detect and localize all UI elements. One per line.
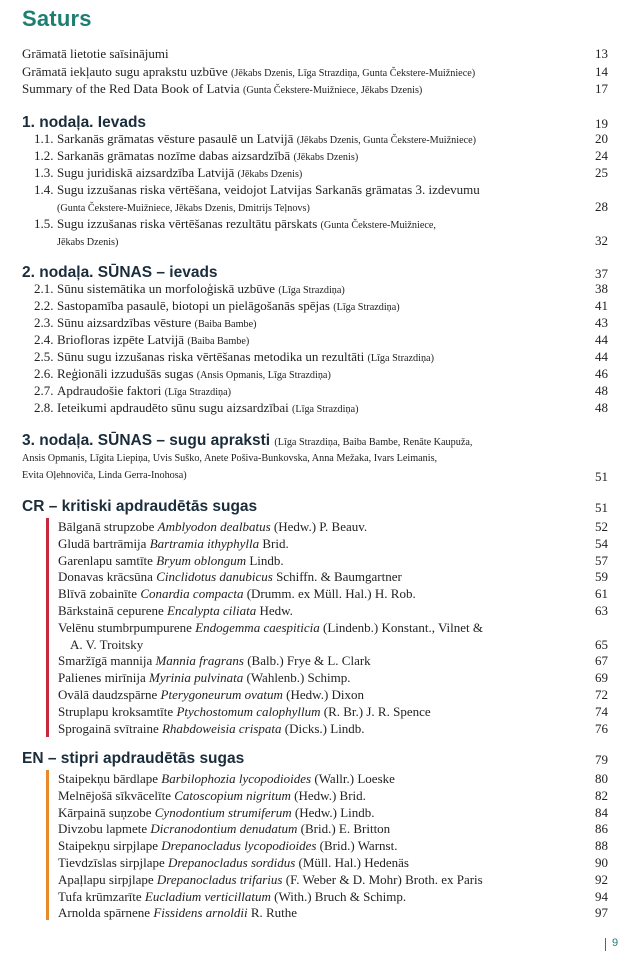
species-authority: (Hedw.) P. Beauv.: [273, 519, 368, 534]
species-entry-text: [58, 653, 371, 669]
chapter-3-page-row: [0, 469, 644, 485]
toc-entry-authors: (Jēkabs Dzenis, Līga Strazdiņa, Gunta Čekstere-Muižniece): [231, 68, 476, 79]
en-title: EN – stipri apdraudētās sugas: [22, 750, 245, 767]
toc-subentry-number: 1.2.: [34, 148, 54, 163]
toc-subentry-number: 2.5.: [34, 349, 54, 364]
species-entry-text: [58, 536, 289, 552]
species-entry-text: [58, 721, 365, 737]
species-page: 57: [595, 552, 608, 568]
species-entry-text: [70, 637, 143, 653]
species-common-name: Bālganā strupzobe: [58, 519, 155, 534]
species-common-name: A. V. Troitsky: [70, 636, 144, 652]
species-page: 86: [595, 821, 608, 837]
species-latin-name: Fissidens arnoldii: [153, 905, 248, 921]
species-latin-name: Bryum oblongum: [156, 552, 247, 568]
toc-subentry-title: Reģionāli izzudušās sugas: [57, 366, 194, 381]
species-page: 74: [595, 703, 608, 719]
species-entry[interactable]: [0, 821, 644, 837]
toc-subentry[interactable]: [0, 332, 644, 348]
species-entry[interactable]: [0, 838, 644, 854]
species-latin-name: Drepanocladus trifarius: [156, 871, 283, 887]
toc-subentry-page: 43: [595, 315, 608, 330]
toc-subentry-text: [57, 366, 331, 384]
toc-subentry-authors: (Līga Strazdiņa): [278, 285, 345, 296]
toc-subentry-page: 24: [595, 148, 608, 163]
species-entry[interactable]: [0, 519, 644, 535]
toc-subentry-number: 2.3.: [34, 315, 54, 330]
species-common-name: Velēnu stumbrpumpurene: [58, 619, 192, 635]
species-entry[interactable]: [0, 620, 644, 636]
toc-entry-page: 14: [595, 64, 608, 79]
toc-subentry-authors: (Baiba Bambe): [194, 319, 257, 330]
species-entry-text: [58, 603, 293, 619]
toc-subentry-authors: (Līga Strazdiņa): [292, 404, 359, 415]
species-authority: (Dicks.) Lindb.: [284, 720, 365, 736]
species-authority: Lindb.: [249, 552, 284, 568]
chapter-3-heading[interactable]: [0, 431, 644, 451]
species-entry-text: [58, 838, 397, 854]
toc-entry-title: Summary of the Red Data Book of Latvia: [22, 81, 240, 96]
species-entry-text: [58, 872, 483, 888]
toc-subentry-text: [57, 131, 476, 149]
toc-subentry-page: 38: [595, 281, 608, 296]
species-common-name: Staipekņu sirpjlape: [58, 838, 159, 854]
species-page: 59: [595, 569, 608, 585]
species-latin-name: Bartramia ithyphylla: [149, 535, 260, 551]
species-common-name: Divzobu lapmete: [58, 821, 148, 837]
toc-subentry-page: 44: [595, 332, 608, 347]
species-page: 76: [595, 720, 608, 736]
toc-subentry-title: Sugu juridiskā aizsardzība Latvijā: [57, 165, 235, 180]
species-entry[interactable]: [0, 872, 644, 888]
species-common-name: Smaržīgā mannija: [58, 653, 153, 669]
species-common-name: Melnējošā sīkvācelīte: [58, 787, 171, 803]
chapter-2-heading[interactable]: [0, 263, 644, 283]
species-entry[interactable]: [0, 855, 644, 871]
species-entry-text: [58, 553, 284, 569]
toc-subentry-text: [57, 233, 118, 251]
species-latin-name: Drepanocladus lycopodioides: [161, 838, 317, 854]
species-authority: (Hedw.) Lindb.: [294, 804, 375, 820]
toc-subentry-authors: Jēkabs Dzenis): [57, 237, 119, 248]
species-entry[interactable]: [0, 536, 644, 552]
species-common-name: Blīvā zobainīte: [58, 586, 138, 602]
toc-subentry-title: Sugu izzušanas riska vērtēšana, veidojot Latvijas Sarkanās grāmatas 3. izdevumu: [57, 182, 480, 197]
toc-subentry-title: Sūnu aizsardzības vēsture: [57, 315, 192, 330]
species-latin-name: Conardia compacta: [140, 586, 244, 602]
toc-subentry-text: [57, 281, 345, 299]
species-page: 65: [595, 636, 608, 652]
species-latin-name: Encalypta ciliata: [167, 603, 257, 618]
chapter-3-authors-line-2: Ansis Opmanis, Līgita Liepiņa, Uvis Suško, Anete Pošiva-Bunkovska, Anna Mežaka, Ivars Leimanis,: [22, 453, 438, 464]
species-authority: (Drumm. ex Müll. Hal.) H. Rob.: [246, 586, 416, 602]
species-entry-text: [58, 704, 431, 720]
chapter-1-page: 19: [595, 116, 608, 131]
species-page: 63: [595, 603, 608, 618]
species-entry-text: [58, 905, 297, 921]
species-entry[interactable]: [0, 704, 644, 720]
species-latin-name: Drepanocladus sordidus: [168, 855, 296, 870]
species-entry-text: [58, 569, 402, 585]
toc-entry-text: [22, 81, 422, 99]
species-authority: (Brid.) Warnst.: [319, 838, 398, 854]
en-page: 79: [595, 752, 608, 767]
toc-subentry-number: 1.3.: [34, 165, 54, 180]
species-page: 67: [595, 653, 608, 669]
species-authority: (F. Weber & D. Mohr) Broth. ex Paris: [285, 871, 483, 887]
species-authority: (Wahlenb.) Schimp.: [246, 670, 351, 686]
toc-subentry-number: 2.4.: [34, 332, 54, 347]
toc-subentry-number: 2.2.: [34, 298, 54, 313]
toc-entry-authors: (Gunta Čekstere-Muižniece, Jēkabs Dzenis): [242, 85, 423, 96]
toc-subentry-page: 41: [595, 298, 608, 313]
species-entry[interactable]: [0, 603, 644, 619]
toc-subentry-text: [57, 315, 257, 333]
species-entry[interactable]: [0, 653, 644, 669]
toc-subentry-page: 32: [595, 233, 608, 248]
chapter-2-title: 2. nodaļa. SŪNAS – ievads: [22, 264, 218, 281]
toc-subentry-number: 1.1.: [34, 131, 54, 146]
toc-subentry-title: Sugu izzušanas riska vērtēšanas rezultātu pārskats: [57, 216, 318, 231]
toc-subentry-authors: (Līga Strazdiņa): [367, 353, 434, 364]
cr-page: 51: [595, 500, 608, 515]
species-authority: Hedw.: [259, 603, 293, 618]
toc-subentry-page: 28: [595, 199, 608, 214]
toc-subentry[interactable]: [0, 298, 644, 314]
chapter-3-page: 51: [595, 469, 608, 484]
species-latin-name: Dicranodontium denudatum: [150, 821, 298, 837]
toc-subentry-authors: (Gunta Čekstere-Muižniece, Jēkabs Dzenis, Dmitrijs Teļnovs): [57, 203, 310, 214]
species-common-name: Kārpainā suņzobe: [58, 804, 152, 820]
chapter-3-authors-line-3: Evita Oļehnoviča, Linda Gerra-Inohosa): [22, 470, 187, 481]
species-common-name: Struplapu kroksamtīte: [58, 703, 174, 719]
chapter-1-heading[interactable]: [0, 113, 644, 133]
toc-subentry[interactable]: [0, 366, 644, 382]
toc-subentry-text: [57, 148, 358, 166]
toc-subentry-number: 2.8.: [34, 400, 54, 415]
toc-subentry-text: [57, 332, 249, 350]
species-entry[interactable]: [0, 771, 644, 787]
species-common-name: Ovālā daudzspārne: [58, 687, 158, 702]
species-authority: R. Ruthe: [250, 905, 298, 921]
species-latin-name: Mannia fragrans: [155, 653, 244, 669]
species-latin-name: Cynodontium strumiferum: [154, 804, 292, 820]
species-entry-text: [58, 670, 351, 686]
species-entry-text: [58, 771, 395, 787]
toc-subentry-page: 20: [595, 131, 608, 146]
species-page: 72: [595, 687, 608, 702]
species-latin-name: Catoscopium nigritum: [174, 787, 291, 803]
toc-entry-text: [22, 46, 169, 62]
toc-subentry-number: 1.5.: [34, 216, 54, 231]
toc-subentry-title: Apdraudošie faktori: [57, 383, 162, 398]
toc-subentry-title: Sūnu sugu izzušanas riska vērtēšanas metodika un rezultāti: [57, 349, 365, 364]
toc-subentry-page: 44: [595, 349, 608, 364]
species-latin-name: Rhabdoweisia crispata: [161, 720, 282, 736]
toc-subentry-number: 1.4.: [34, 182, 54, 197]
toc-subentry-text: [57, 298, 400, 316]
toc-subentry-page: 48: [595, 383, 608, 398]
toc-subentry[interactable]: [0, 233, 644, 249]
chapter-3-title: 3. nodaļa. SŪNAS – sugu apraksti: [22, 432, 271, 449]
species-page: 88: [595, 838, 608, 854]
toc-entry[interactable]: [0, 81, 644, 97]
footer-divider: [605, 938, 606, 951]
page-title: Saturs: [22, 6, 92, 31]
cr-heading[interactable]: [0, 497, 644, 517]
species-latin-name: Myrinia pulvinata: [148, 670, 244, 686]
toc-subentry-page: 46: [595, 366, 608, 381]
toc-subentry[interactable]: [0, 216, 644, 232]
toc-subentry-authors: (Līga Strazdiņa): [333, 302, 400, 313]
species-latin-name: Eucladium verticillatum: [144, 888, 271, 904]
species-authority: (Hedw.) Dixon: [286, 687, 365, 702]
species-authority: Schiffn. & Baumgartner: [276, 569, 402, 585]
species-entry-text: [58, 889, 406, 905]
chapter-1-title: 1. nodaļa. Ievads: [22, 114, 147, 131]
species-page: 61: [595, 586, 608, 602]
toc-subentry-authors: (Ansis Opmanis, Līga Strazdiņa): [196, 370, 331, 381]
species-page: 92: [595, 871, 608, 887]
species-latin-name: Barbilophozia lycopodioides: [161, 771, 312, 786]
species-page: 94: [595, 888, 608, 904]
species-entry[interactable]: [0, 569, 644, 585]
toc-subentry-page: 25: [595, 165, 608, 180]
species-entry[interactable]: [0, 805, 644, 821]
species-authority: (With.) Bruch & Schimp.: [274, 888, 407, 904]
species-page: 52: [595, 519, 608, 534]
page-number: 9: [612, 937, 619, 949]
species-page: 80: [595, 771, 608, 786]
toc-subentry[interactable]: [0, 281, 644, 297]
species-common-name: Staipekņu bārdlape: [58, 771, 158, 786]
toc-subentry-title: Ieteikumi apdraudēto sūnu sugu aizsardzībai: [57, 400, 289, 415]
toc-subentry[interactable]: [0, 165, 644, 181]
toc-subentry[interactable]: [0, 182, 644, 198]
species-entry[interactable]: [0, 788, 644, 804]
chapter-2-page: 37: [595, 266, 608, 281]
toc-subentry-text: [57, 383, 231, 401]
toc-subentry-text: [57, 165, 302, 183]
species-authority: (Lindenb.) Konstant., Vilnet &: [323, 619, 484, 635]
toc-subentry[interactable]: [0, 349, 644, 365]
toc-subentry-authors: (Līga Strazdiņa): [164, 387, 232, 398]
toc-subentry-text: [57, 216, 436, 234]
species-authority: (Wallr.) Loeske: [314, 771, 395, 786]
toc-subentry-title: Sarkanās grāmatas vēsture pasaulē un Latvijā: [57, 131, 294, 146]
toc-subentry-title: Briofloras izpēte Latvijā: [57, 332, 185, 347]
species-authority: Brid.: [262, 535, 289, 551]
species-page: 90: [595, 855, 608, 870]
species-common-name: Gludā bartrāmija: [58, 535, 147, 551]
species-common-name: Garenlapu samtīte: [58, 552, 153, 568]
species-authority: (Brid.) E. Britton: [300, 821, 391, 837]
species-latin-name: Pterygoneurum ovatum: [160, 687, 283, 702]
toc-subentry-authors: (Baiba Bambe): [187, 336, 250, 347]
species-entry-text: [58, 788, 366, 804]
species-entry-text: [58, 620, 483, 636]
toc-entry[interactable]: [0, 46, 644, 62]
species-entry-text: [58, 519, 367, 535]
species-common-name: Donavas krācsūna: [58, 569, 153, 585]
toc-entry-title: Grāmatā iekļauto sugu aprakstu uzbūve: [22, 64, 228, 79]
toc-subentry-number: 2.1.: [34, 281, 54, 296]
species-entry[interactable]: [0, 889, 644, 905]
toc-entry-page: 13: [595, 46, 608, 61]
species-page: 84: [595, 804, 608, 820]
species-page: 69: [595, 670, 608, 686]
toc-subentry-authors: (Gunta Čekstere-Muižniece,: [320, 220, 436, 231]
species-page: 54: [595, 535, 608, 551]
toc-subentry-authors: (Jēkabs Dzenis): [293, 152, 359, 163]
species-authority: (Hedw.) Brid.: [294, 787, 366, 803]
toc-subentry-title: Sastopamība pasaulē, biotopi un pielāgošanās spējas: [57, 298, 330, 313]
species-entry-text: [58, 855, 409, 871]
species-page: 97: [595, 905, 608, 921]
species-page: 82: [595, 787, 608, 803]
species-entry-text: [58, 805, 375, 821]
toc-subentry-text: [57, 349, 434, 367]
toc-entry-title: Grāmatā lietotie saīsinājumi: [22, 46, 169, 61]
en-heading[interactable]: [0, 749, 644, 769]
toc-entry[interactable]: [0, 64, 644, 80]
species-authority: (Müll. Hal.) Hedenäs: [298, 855, 409, 870]
species-entry[interactable]: [0, 586, 644, 602]
toc-subentry-page: 48: [595, 400, 608, 415]
species-common-name: Tievdzīslas sirpjlape: [58, 855, 165, 870]
species-entry[interactable]: [0, 721, 644, 737]
cr-title: CR – kritiski apdraudētās sugas: [22, 498, 258, 515]
toc-subentry-authors: (Jēkabs Dzenis, Gunta Čekstere-Muižniece): [296, 135, 477, 146]
toc-subentry-title: Sarkanās grāmatas nozīme dabas aizsardzībā: [57, 148, 291, 163]
species-latin-name: Endogemma caespiticia: [195, 619, 320, 635]
species-entry-text: [58, 821, 390, 837]
toc-subentry[interactable]: [0, 148, 644, 164]
species-entry[interactable]: [0, 553, 644, 569]
toc-subentry[interactable]: [0, 199, 644, 215]
toc-subentry-text: [57, 400, 359, 418]
toc-subentry[interactable]: [0, 400, 644, 416]
toc-subentry[interactable]: [0, 131, 644, 147]
toc-entry-text: [22, 64, 475, 82]
species-common-name: Arnolda spārnene: [58, 905, 151, 921]
species-common-name: Palienes mirīnija: [58, 670, 146, 686]
toc-subentry-title: Sūnu sistemātika un morfoloģiskā uzbūve: [57, 281, 276, 296]
species-common-name: Apaļlapu sirpjlape: [58, 871, 154, 887]
species-authority: (R. Br.) J. R. Spence: [323, 703, 431, 719]
species-entry[interactable]: [0, 670, 644, 686]
species-authority: (Balb.) Frye & L. Clark: [247, 653, 371, 669]
species-entry[interactable]: [0, 637, 644, 653]
species-entry[interactable]: [0, 687, 644, 703]
toc-subentry[interactable]: [0, 315, 644, 331]
toc-entry-page: 17: [595, 81, 608, 96]
species-latin-name: Amblyodon dealbatus: [157, 519, 271, 534]
toc-subentry[interactable]: [0, 383, 644, 399]
toc-subentry-text: [57, 199, 310, 217]
chapter-3-authors-line-1: (Līga Strazdiņa, Baiba Bambe, Renāte Kaupuža,: [274, 437, 473, 448]
species-common-name: Tufa krūmzarīte: [58, 888, 142, 904]
toc-subentry-authors: (Jēkabs Dzenis): [237, 169, 303, 180]
species-common-name: Bārkstainā cepurene: [58, 603, 164, 618]
species-entry[interactable]: [0, 905, 644, 921]
toc-subentry-text: [57, 182, 480, 198]
species-latin-name: Ptychostomum calophyllum: [176, 703, 321, 719]
species-latin-name: Cinclidotus danubicus: [156, 569, 273, 585]
toc-subentry-number: 2.6.: [34, 366, 54, 381]
toc-subentry-number: 2.7.: [34, 383, 54, 398]
species-entry-text: [58, 586, 416, 602]
species-entry-text: [58, 687, 364, 703]
species-common-name: Sprogainā svītraine: [58, 720, 159, 736]
